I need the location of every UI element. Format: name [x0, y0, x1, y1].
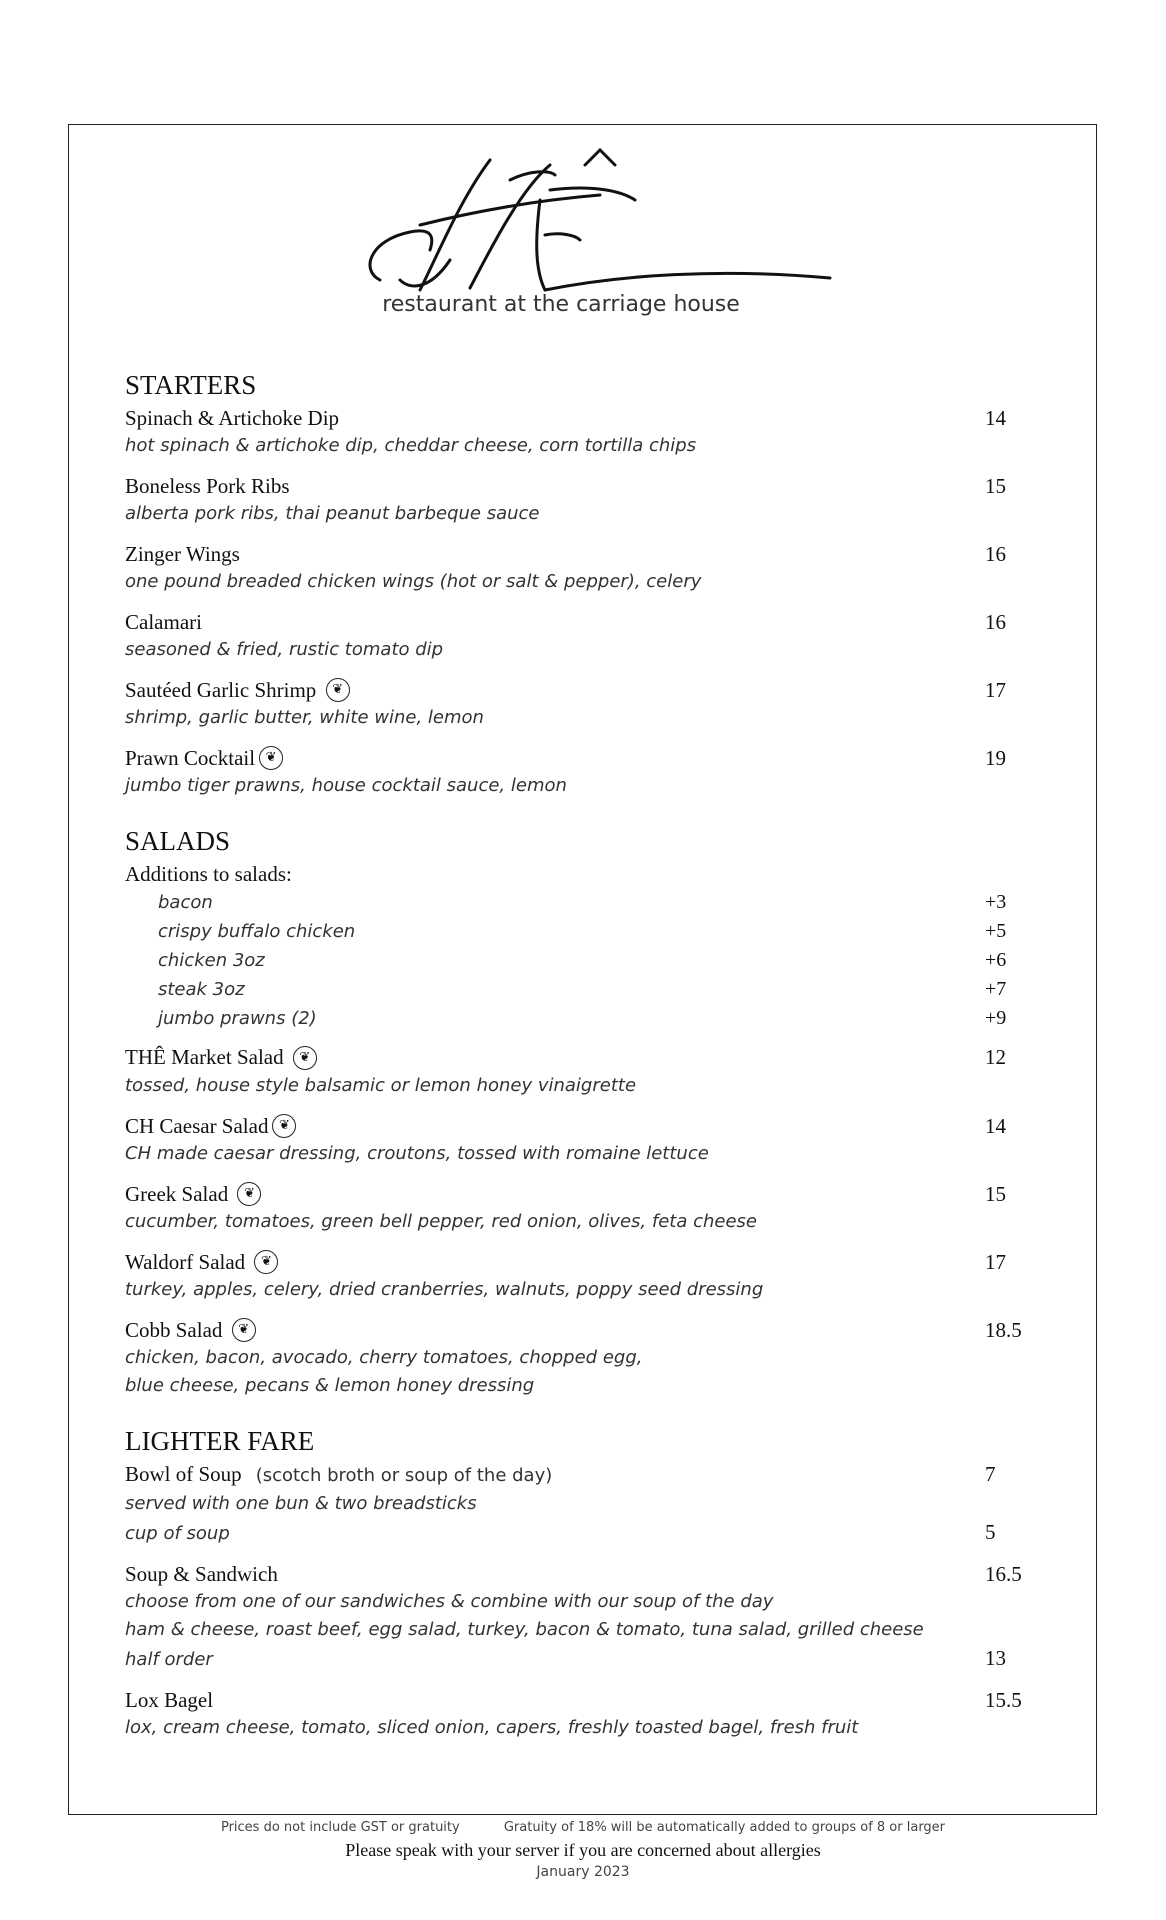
footer-pricing-notes	[0, 1820, 1166, 1835]
item-variant: half order	[125, 1649, 213, 1671]
addition-name: chicken 3oz	[158, 950, 265, 972]
item-price: 15	[985, 474, 1006, 498]
item-name-text: Greek Salad	[125, 1181, 229, 1206]
item-description-2: ham & cheese, roast beef, egg salad, turkey, bacon & tomato, tuna salad, grilled cheese	[125, 1619, 924, 1641]
item-description: turkey, apples, celery, dried cranberries, walnuts, poppy seed dressing	[125, 1279, 764, 1301]
item-price: 18.5	[985, 1318, 1022, 1343]
item-name	[125, 744, 283, 772]
section-title: STARTERS	[125, 370, 257, 400]
item-price: 7	[985, 1462, 996, 1487]
menu-item	[125, 1460, 1025, 1548]
item-description: chicken, bacon, avocado, cherry tomatoes, chopped egg,	[125, 1347, 643, 1369]
item-description: seasoned & fried, rustic tomato dip	[125, 639, 444, 660]
item-name	[125, 1112, 296, 1140]
gluten-free-icon: ❦	[254, 1250, 278, 1274]
menu-item	[125, 1560, 1025, 1674]
item-variant-price: 5	[985, 1520, 996, 1545]
menu-date: January 2023	[536, 1864, 630, 1880]
section-lighter-fare	[125, 1424, 1025, 1742]
menu-item	[125, 676, 1025, 732]
item-name-text: Bowl of Soup	[125, 1462, 242, 1487]
item-description: shrimp, garlic butter, white wine, lemon	[125, 707, 484, 729]
gluten-free-icon: ❦	[293, 1046, 317, 1070]
item-variant-price: 13	[985, 1646, 1006, 1671]
item-description: served with one bun & two breadsticks	[125, 1493, 477, 1515]
menu-item	[125, 1043, 1025, 1099]
item-price: 14	[985, 406, 1006, 430]
gst-note: Prices do not include GST or gratuity	[220, 1820, 460, 1835]
section-title: LIGHTER FARE	[125, 1426, 315, 1457]
item-description-2: blue cheese, pecans & lemon honey dressing	[125, 1375, 535, 1397]
item-price: 16	[985, 542, 1006, 566]
item-name	[125, 1460, 552, 1490]
section-title: SALADS	[125, 826, 231, 857]
item-name-text: Waldorf Salad	[125, 1249, 246, 1274]
menu-item	[125, 1180, 1025, 1236]
gluten-free-icon: ❦	[232, 1318, 256, 1342]
item-name	[125, 676, 350, 704]
gluten-free-icon: ❦	[259, 746, 283, 770]
additions-title: Additions to salads:	[125, 862, 292, 887]
item-name-text: Sautéed Garlic Shrimp	[125, 678, 317, 702]
gluten-free-icon: ❦	[326, 678, 350, 702]
item-name	[125, 1180, 261, 1208]
menu-item	[125, 1316, 1025, 1400]
gluten-free-icon: ❦	[237, 1182, 261, 1206]
item-description: alberta pork ribs, thai peanut barbeque sauce	[125, 503, 540, 524]
addition-price: +3	[985, 891, 1007, 914]
item-description: lox, cream cheese, tomato, sliced onion, capers, freshly toasted bagel, fresh fruit	[125, 1717, 859, 1739]
item-description: tossed, house style balsamic or lemon honey vinaigrette	[125, 1074, 637, 1096]
menu-item	[125, 472, 1025, 528]
item-description: CH made caesar dressing, croutons, tossed with romaine lettuce	[125, 1142, 709, 1164]
logo-text: THÊ	[460, 232, 483, 243]
addition-price: +7	[985, 978, 1007, 1001]
item-name: Lox Bagel	[125, 1688, 214, 1713]
gratuity-note: Gratuity of 18% will be automatically added to groups of 8 or larger	[503, 1820, 946, 1835]
item-variant: cup of soup	[125, 1523, 230, 1545]
menu-item	[125, 540, 1025, 596]
section-salads	[125, 824, 1025, 1400]
gluten-free-icon: ❦	[272, 1114, 296, 1138]
addition-item	[125, 888, 1025, 917]
item-name	[125, 1316, 256, 1344]
menu-item	[125, 608, 1025, 664]
item-price: 12	[985, 1045, 1006, 1070]
addition-item	[125, 975, 1025, 1004]
menu-item	[125, 1112, 1025, 1168]
item-description: jumbo tiger prawns, house cocktail sauce, lemon	[125, 775, 567, 797]
menu-item	[125, 1248, 1025, 1304]
addition-price: +6	[985, 949, 1007, 972]
section-starters	[125, 368, 1025, 800]
item-price: 15	[985, 1181, 1006, 1206]
item-name: Zinger Wings	[125, 542, 240, 566]
item-name: Soup & Sandwich	[125, 1562, 278, 1587]
logo-script-icon	[360, 140, 840, 300]
addition-item	[125, 1004, 1025, 1033]
item-description: choose from one of our sandwiches & combine with our soup of the day	[125, 1591, 774, 1613]
menu-item	[125, 1686, 1025, 1742]
addition-name: crispy buffalo chicken	[158, 921, 356, 943]
addition-price: +5	[985, 920, 1007, 943]
tagline: restaurant at the carriage house	[382, 292, 740, 317]
item-name-text: Prawn Cocktail	[125, 746, 256, 771]
item-name	[125, 1248, 278, 1276]
item-price: 16	[985, 610, 1006, 634]
addition-item	[125, 946, 1025, 975]
item-name-text: CH Caesar Salad	[125, 1113, 269, 1138]
item-note: (scotch broth or soup of the day)	[255, 1465, 553, 1487]
item-price: 15.5	[985, 1688, 1022, 1713]
addition-item	[125, 917, 1025, 946]
item-description: cucumber, tomatoes, green bell pepper, red onion, olives, feta cheese	[125, 1210, 757, 1232]
item-price: 16.5	[985, 1562, 1022, 1587]
addition-name: bacon	[158, 892, 213, 914]
item-price: 14	[985, 1113, 1006, 1138]
menu-item	[125, 744, 1025, 800]
additions-list	[125, 888, 1025, 1033]
item-name	[125, 1043, 317, 1071]
item-price: 17	[985, 1249, 1006, 1274]
addition-name: jumbo prawns (2)	[158, 1008, 317, 1030]
item-name-text: THÊ Market Salad	[125, 1045, 284, 1070]
menu-content	[125, 368, 1025, 1766]
item-name: Calamari	[125, 610, 202, 634]
item-description: hot spinach & artichoke dip, cheddar cheese, corn tortilla chips	[125, 435, 697, 456]
item-price: 17	[985, 678, 1006, 702]
addition-name: steak 3oz	[158, 979, 245, 1001]
menu-item	[125, 404, 1025, 460]
addition-price: +9	[985, 1007, 1007, 1030]
allergy-note: Please speak with your server if you are concerned about allergies	[345, 1840, 821, 1860]
item-description: one pound breaded chicken wings (hot or salt & pepper), celery	[125, 571, 702, 592]
item-price: 19	[985, 746, 1006, 771]
item-name: Spinach & Artichoke Dip	[125, 406, 340, 430]
item-name: Boneless Pork Ribs	[125, 474, 290, 498]
item-name-text: Cobb Salad	[125, 1318, 223, 1343]
